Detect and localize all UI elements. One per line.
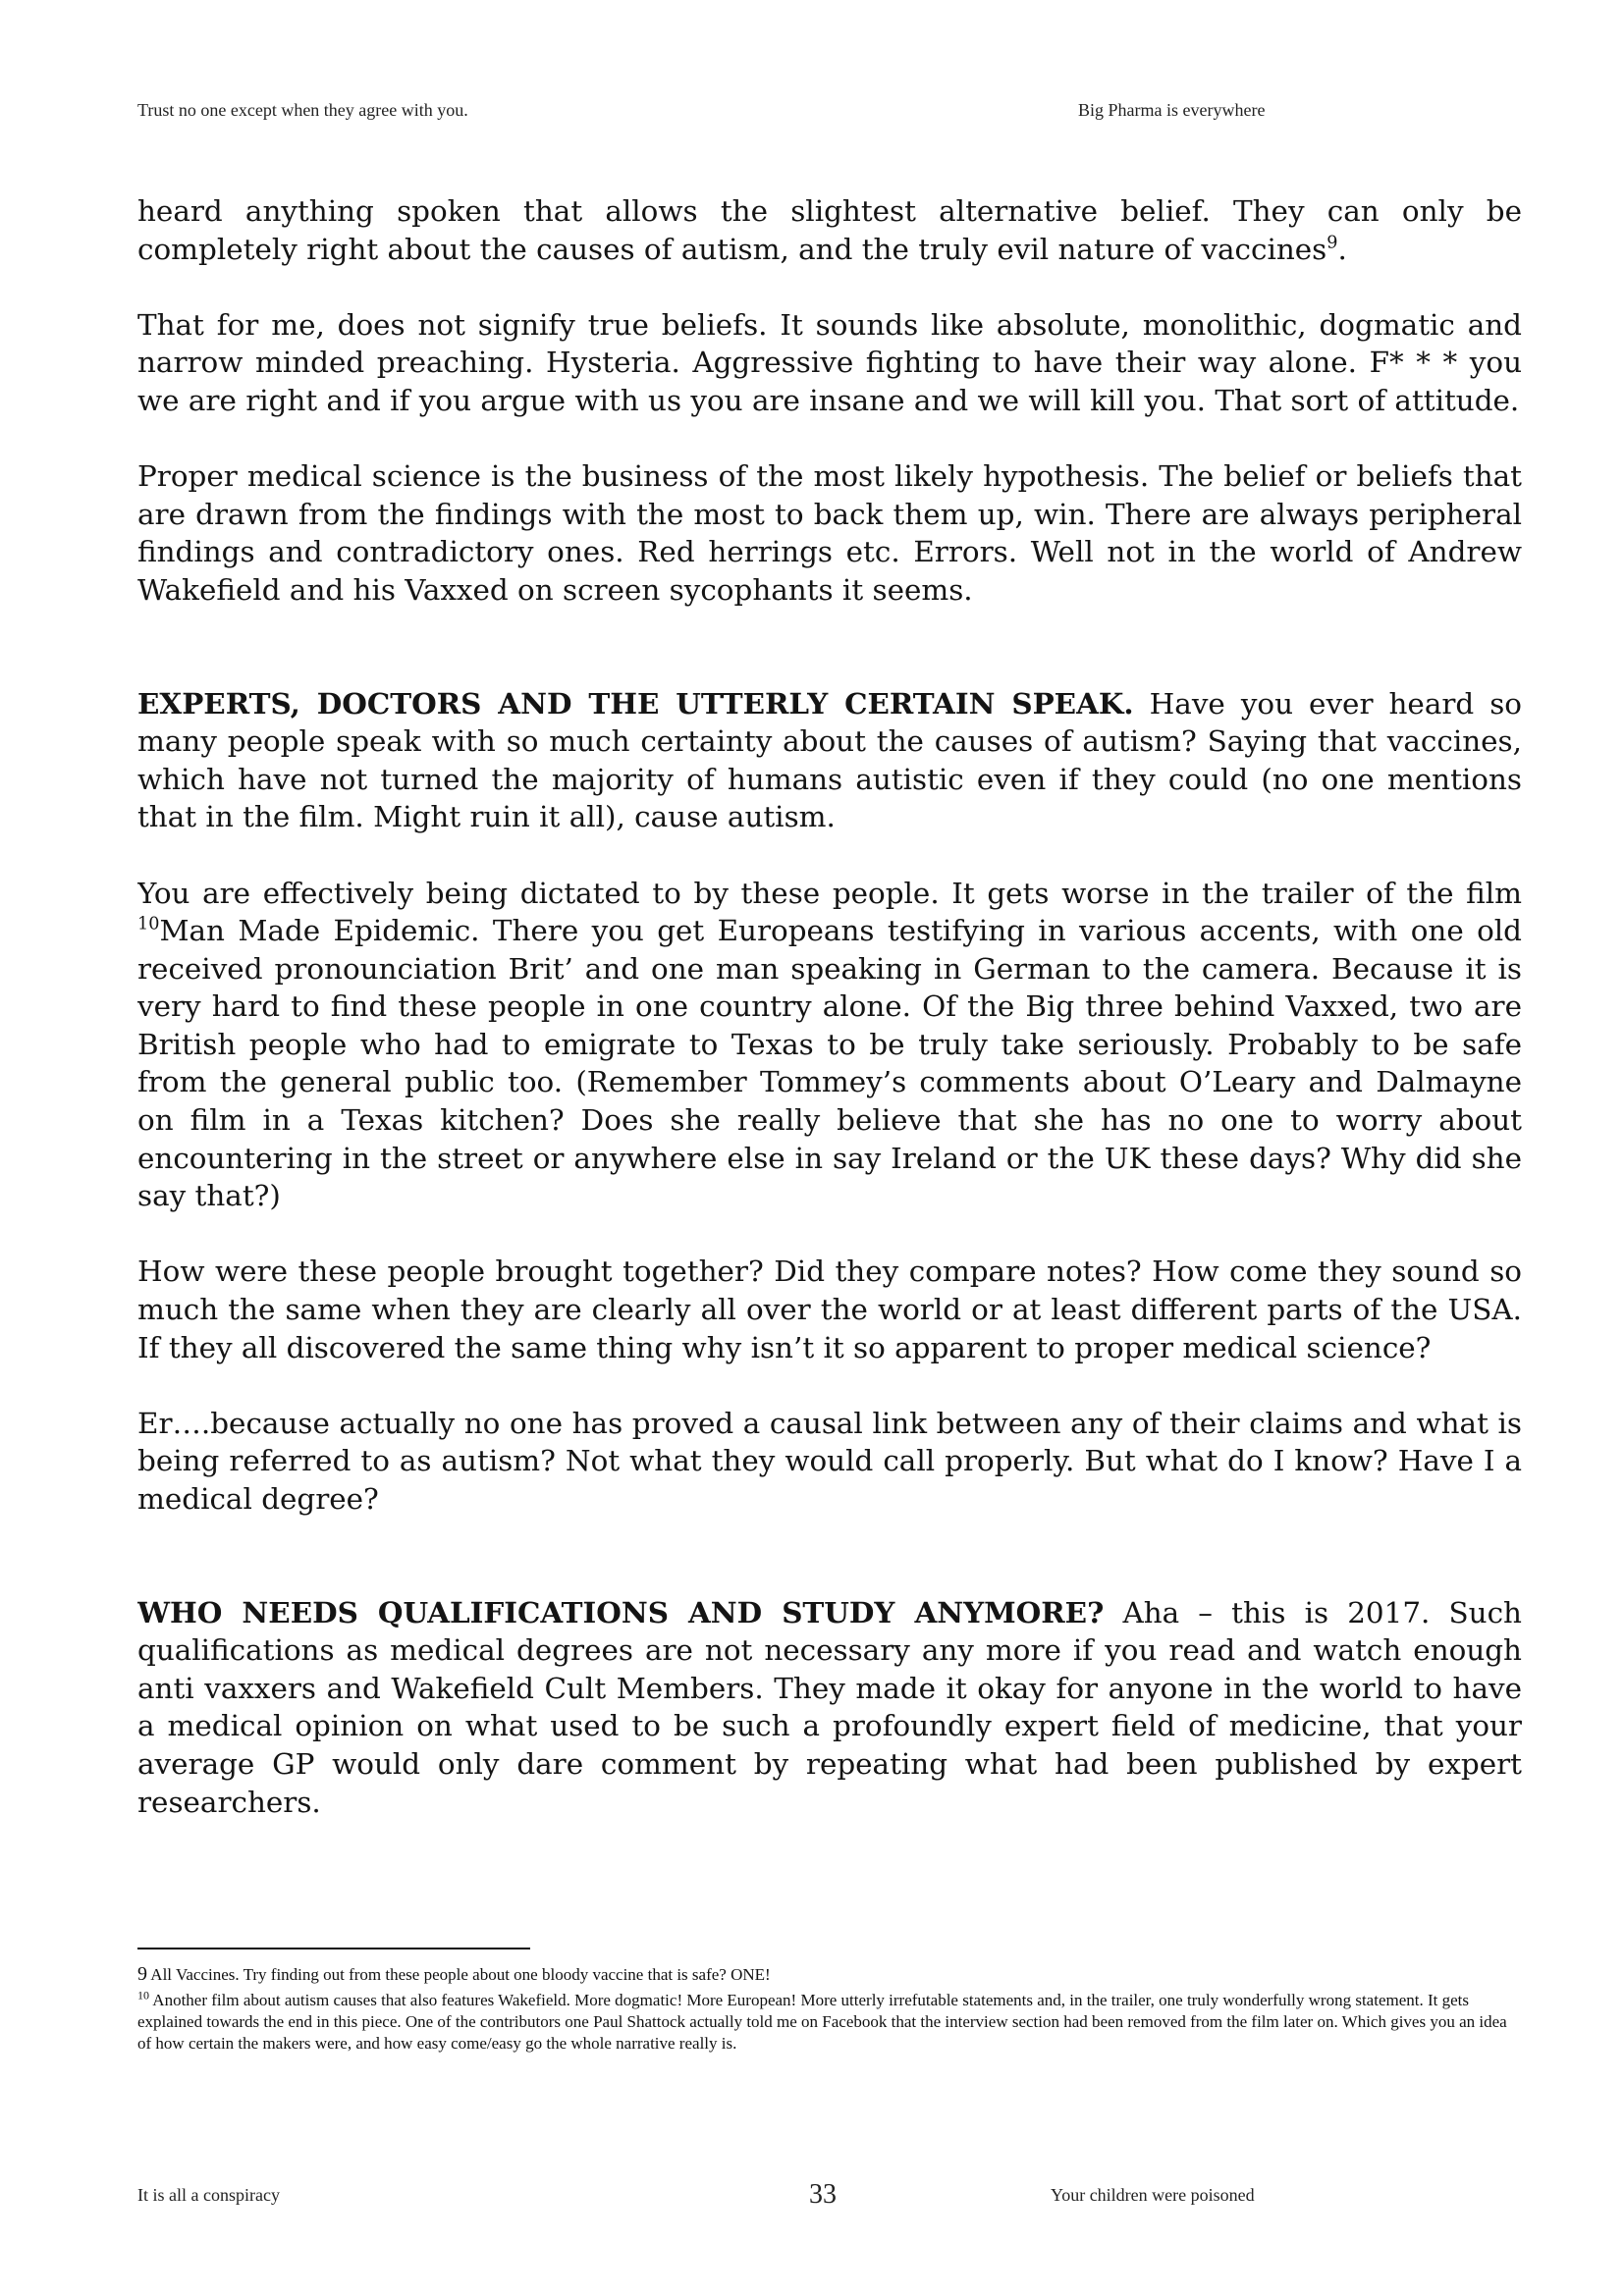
paragraph-1-text: heard anything spoken that allows the slightest alternative belief. They can only be completely right about the causes of autism, and the truly evil nature of vaccines <box>137 194 1522 266</box>
footnotes <box>137 1963 1522 2056</box>
paragraph-4-text: Have you ever heard so many people speak with so much certainty about the causes of autism? Saying that vaccines, which have not turned the majority of humans autistic even if they could (no one mentions that in the film. Might ruin it all), cause autism. <box>137 686 1522 834</box>
footnote-10-text: Another film about autism causes that also features Wakefield. More dogmatic! More European! More utterly irrefutable statements and, in the trailer, one truly wonderfully wrong statement. It gets explained towards the end in this piece. One of the contributors one Paul Shattock actually told me on Facebook that the interview section had been removed from the film later on. Which gives you an idea of how certain the makers were, and how easy come/easy go the whole narrative really is. <box>137 1991 1507 2053</box>
footer-left-text: It is all a conspiracy <box>137 2185 280 2205</box>
paragraph-1 <box>137 192 1522 268</box>
paragraph-5 <box>137 875 1522 1215</box>
header-right-text: Big Pharma is everywhere <box>1078 100 1266 120</box>
header-left-text: Trust no one except when they agree with you. <box>137 100 468 120</box>
paragraph-8-text: Aha – this is 2017. Such qualifications as medical degrees are not necessary any more if you read and watch enough anti vaxxers and Wakefield Cult Members. They made it okay for anyone in the world to have a medical opinion on what used to be such a profoundly expert field of medicine, that your average GP would only dare comment by repeating what had been published by expert researchers. <box>137 1595 1522 1819</box>
paragraph-5-text-b: Man Made Epidemic. There you get Europeans testifying in various accents, with one old received pronounciation Brit’ and one man speaking in German to the camera. Because it is very hard to find these people in one country alone. Of the Big three behind Vaxxed, two are British people who had to emigrate to Texas to be truly take seriously. Probably to be safe from the general public too. (Remember Tommey’s comments about O’Leary and Dalmayne on film in a Texas kitchen? Does she really believe that she has no one to worry about encountering in the street or anywhere else in say Ireland or the UK these days? Why did she say that?) <box>137 914 1522 1213</box>
paragraph-8 <box>137 1594 1522 1822</box>
footer-right-text: Your children were poisoned <box>1051 2185 1255 2205</box>
footnote-ref-9[interactable]: 9 <box>1326 233 1338 253</box>
paragraph-2: That for me, does not signify true beliefs. It sounds like absolute, monolithic, dogmatic and narrow minded preaching. Hysteria. Aggressive fighting to have their way alone. F* * * you we are right and if you argue with us you are insane and we will kill you. That sort of attitude. <box>137 307 1522 417</box>
footnote-10 <box>137 1990 1522 2055</box>
paragraph-7: Er….because actually no one has proved a causal link between any of their claims and what is being referred to as autism? Not what they would call properly. But what do I know? Have I a medical degree? <box>137 1406 1522 1516</box>
footnote-9 <box>137 1963 1522 1986</box>
footnote-9-text: All Vaccines. Try finding out from these people about one bloody vaccine that is safe? ONE! <box>147 1965 771 1984</box>
footnote-separator <box>137 1948 530 1949</box>
page-number: 33 <box>809 2179 837 2210</box>
footnote-10-number: 10 <box>137 1988 149 2002</box>
paragraph-6: How were these people brought together? Did they compare notes? How come they sound so much the same when they are clearly all over the world or at least different parts of the USA. If they all discovered the same thing why isn’t it so apparent to proper medical science? <box>137 1255 1522 1364</box>
paragraph-3: Proper medical science is the business of the most likely hypothesis. The belief or beliefs that are drawn from the findings with the most to back them up, win. There are always peripheral findings and contradictory ones. Red herrings etc. Errors. Well not in the world of Andrew Wakefield and his Vaxxed on screen sycophants it seems. <box>137 459 1522 607</box>
paragraph-1-end: . <box>1337 232 1347 266</box>
section-heading-experts: EXPERTS, DOCTORS AND THE UTTERLY CERTAIN SPEAK. <box>137 685 1134 721</box>
body-text <box>137 192 1522 1920</box>
paragraph-4 <box>137 685 1522 836</box>
footnote-9-number: 9 <box>137 1963 147 1985</box>
section-heading-qualifications: WHO NEEDS QUALIFICATIONS AND STUDY ANYMORE? <box>137 1594 1105 1629</box>
footnote-ref-10[interactable]: 10 <box>137 914 160 934</box>
paragraph-5-text-a: You are effectively being dictated to by these people. It gets worse in the trailer of the film <box>137 876 1522 910</box>
